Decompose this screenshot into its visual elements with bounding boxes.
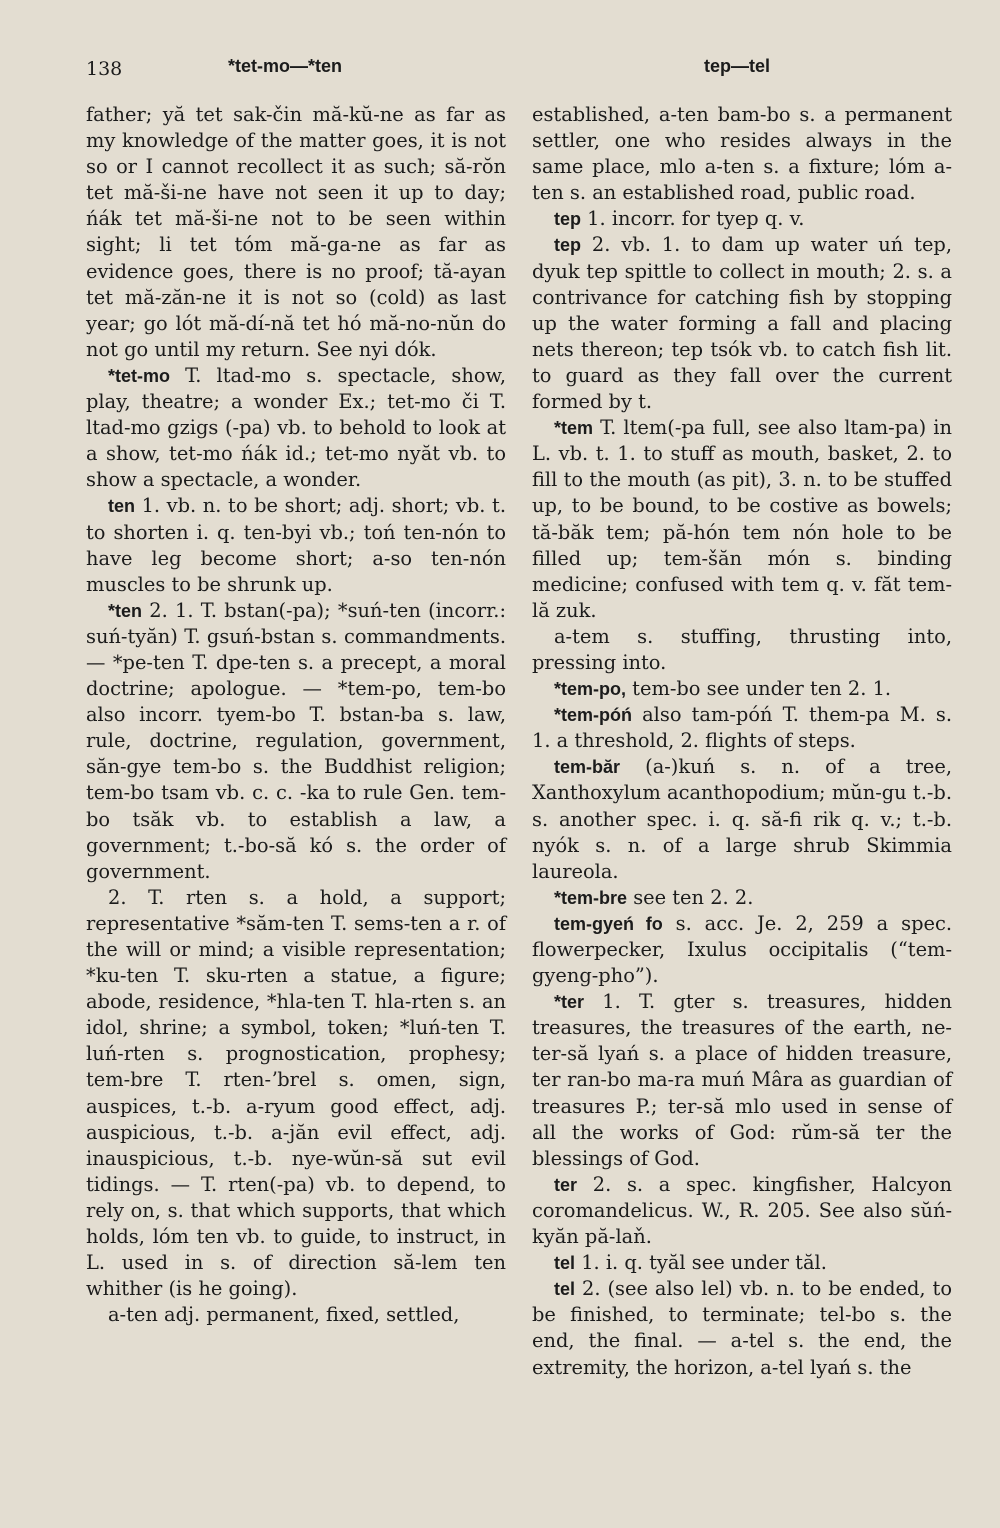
entry-text: 2. T. rten s. a hold, a support; representative *săm-ten T. sems-ten a r. of the will or mind; a visible representation; *ku-ten T. sku-rten a statue, a figure; abode, residence, *hla-ten T. hla-rten s. an idol, shrine; a symbol, token; *luń-ten T. luń-rten s. prognostication, prophesy; tem-bre T. rten-ʼbrel s. omen, sign, auspices, t.-b. a-ryum good effect, adj. auspicious, t.-b. a-jăn evil effect, adj. inauspicious, t.-b. nye-wŭn-să sut evil tidings. — T. rten(-pa) vb. to depend, to rely on, s. that which supports, that which holds, lóm ten vb. to guide, to instruct, in L. used in s. of direction să-lem ten whither (is he going). — [86, 885, 506, 1301]
entry-text: father; yă tet sak-čin mă-kŭ-ne as far as my knowledge of the matter goes, it is not so or I cannot recollect it as such; să-rŏn tet mă-ši-ne have not seen it up to day; ńák tet mă-ši-ne not to be seen within sight; li tet tóm mă-ga-ne as far as evidence goes, there is no proof; tă-ayan tet mă-zăn-ne it is not so (cold) as last year; go lót mă-dí-nă tet hó mă-no-nŭn do not go until my return. See nyi dók. — [86, 103, 506, 361]
dictionary-entry — [532, 885, 952, 911]
entry-text: 1. incorr. for tyep q. v. — [587, 207, 805, 231]
entry-text: tem-bo see under ten 2. 1. — [632, 677, 892, 701]
dictionary-entry — [86, 1302, 506, 1328]
dictionary-entry — [532, 1276, 952, 1380]
dictionary-entry — [532, 702, 952, 754]
entry-headword: *tem-po, — [554, 679, 626, 700]
dictionary-entry — [532, 676, 952, 702]
page-columns — [86, 102, 956, 1381]
entry-headword: tem-gyeń fo — [554, 913, 663, 934]
entry-headword: *ter — [554, 992, 585, 1013]
dictionary-entry — [532, 989, 952, 1172]
entry-text: s. acc. Je. 2, 259 a spec. flowerpecker, Ixulus occipitalis (“tem-gyeng-pho”). — [532, 911, 952, 988]
entry-headword: tem-băr — [554, 757, 621, 778]
dictionary-entry — [532, 206, 952, 232]
entry-text: T. ltem(-pa full, see also ltam-pa) in L. vb. t. 1. to stuff as mouth, basket, 2. to fill to the mouth (as pit), 3. n. to be stuffed up, to be bound, to be costive as bowels; tă-băk tem; pă-hón tem nón hole to be filled up; tem-šăn món s. binding medicine; confused with tem q. v. făt tem-lă zuk. — [532, 416, 952, 622]
entry-text: 1. i. q. tyăl see under tăl. — [581, 1251, 827, 1275]
dictionary-entry — [532, 1172, 952, 1250]
dictionary-entry — [86, 493, 506, 597]
entry-headword: tep — [554, 235, 581, 256]
dictionary-entry — [532, 415, 952, 624]
entry-headword: *ten — [108, 600, 143, 621]
entry-text: 1. vb. n. to be short; adj. short; vb. t. to shorten i. q. ten-byi vb.; toń ten-nón to have leg become short; a-so ten-nón muscles to be shrunk up. — [86, 494, 506, 596]
entry-text: (a-)kuń s. n. of a tree, Xanthoxylum acanthopodium; mŭn-gu t.-b. s. another spec. i. q. să-fi rik q. v.; t.-b. nyók s. n. of a large shrub Skimmia laureola. — [532, 755, 952, 883]
right-column — [532, 102, 952, 1381]
entry-text: see ten 2. 2. — [633, 885, 754, 909]
entry-text: a-ten adj. permanent, fixed, settled, — [108, 1303, 460, 1327]
entry-headword: *tem — [554, 418, 594, 439]
entry-text: also tam-póń T. them-pa M. s. 1. a threshold, 2. flights of steps. — [532, 703, 952, 753]
dictionary-entry — [532, 624, 952, 676]
page-number: 138 — [86, 58, 123, 80]
entry-text: 1. T. gter s. treasures, hidden treasures, the treasures of the earth, ne-ter-să lyań s. a place of hidden treasure, ter ran-bo ma-ra muń Mâra as guardian of treasures P.; ter-să mlo used in sense of all the works of God: rŭm-să ter the blessings of God. — [532, 990, 952, 1170]
left-guide-words: *tet-mo—*ten — [228, 56, 343, 76]
dictionary-entry — [86, 102, 506, 363]
entry-headword: tep — [554, 209, 581, 230]
entry-headword: *tem-póń — [554, 705, 632, 726]
entry-text: 2. vb. 1. to dam up water uń tep, dyuk tep spittle to collect in mouth; 2. s. a contrivance for catching fish by stopping up the water forming a fall and placing nets thereon; tep tsók vb. to catch fish lit. to guard as they fall over the current formed by t. — [532, 233, 952, 414]
entry-text: a-tem s. stuffing, thrusting into, pressing into. — [532, 624, 952, 674]
entry-text: 2. s. a spec. kingfisher, Halcyon coromandelicus. W., R. 205. See also sŭń-kyăn pă-laň. — [532, 1172, 952, 1249]
dictionary-entry — [532, 102, 952, 206]
entry-headword: ten — [108, 496, 135, 517]
entry-headword: tel — [554, 1279, 576, 1300]
entry-headword: *tem-bre — [554, 887, 628, 908]
entry-headword: tel — [554, 1253, 576, 1274]
dictionary-entry — [86, 885, 506, 1303]
entry-headword: *tet-mo — [108, 365, 170, 386]
dictionary-entry — [86, 363, 506, 493]
dictionary-entry — [532, 232, 952, 415]
dictionary-entry — [532, 911, 952, 989]
entry-text: 2. 1. T. bstan(-pa); *suń-ten (incorr.: suń-tyăn) T. gsuń-bstan s. commandments. — *pe-ten T. dpe-ten s. a precept, a moral doctrine; apologue. — *tem-po, tem-bo also incorr. tyem-bo T. bstan-ba s. law, rule, doctrine, regulation, government, săn-gye tem-bo s. the Buddhist religion; tem-bo tsam vb. c. c. -ka to rule Gen. tem-bo tsăk vb. to establish a law, a government; t.-bo-să kó s. the order of government. — [86, 598, 506, 883]
right-guide-words: tep—tel — [704, 56, 771, 76]
dictionary-entry — [532, 1250, 952, 1276]
dictionary-entry — [86, 598, 506, 885]
entry-text: established, a-ten bam-bo s. a permanent settler, one who resides always in the same place, mlo a-ten s. a fixture; lóm a-ten s. an established road, public road. — [532, 103, 952, 205]
entry-text: T. ltad-mo s. spectacle, show, play, theatre; a wonder Ex.; tet-mo či T. ltad-mo gzigs (-pa) vb. to behold to look at a show, tet-mo ńák id.; tet-mo nyăt vb. to show a spectacle, a wonder. — [86, 363, 507, 492]
page-header — [86, 50, 956, 90]
left-column — [86, 102, 506, 1381]
entry-headword: ter — [554, 1174, 578, 1195]
entry-text: 2. (see also lel) vb. n. to be ended, to be finished, to terminate; tel-bo s. the end, the final. — a-tel s. the end, the extremity, the horizon, a-tel lyań s. the — [532, 1277, 952, 1379]
dictionary-entry — [532, 754, 952, 884]
